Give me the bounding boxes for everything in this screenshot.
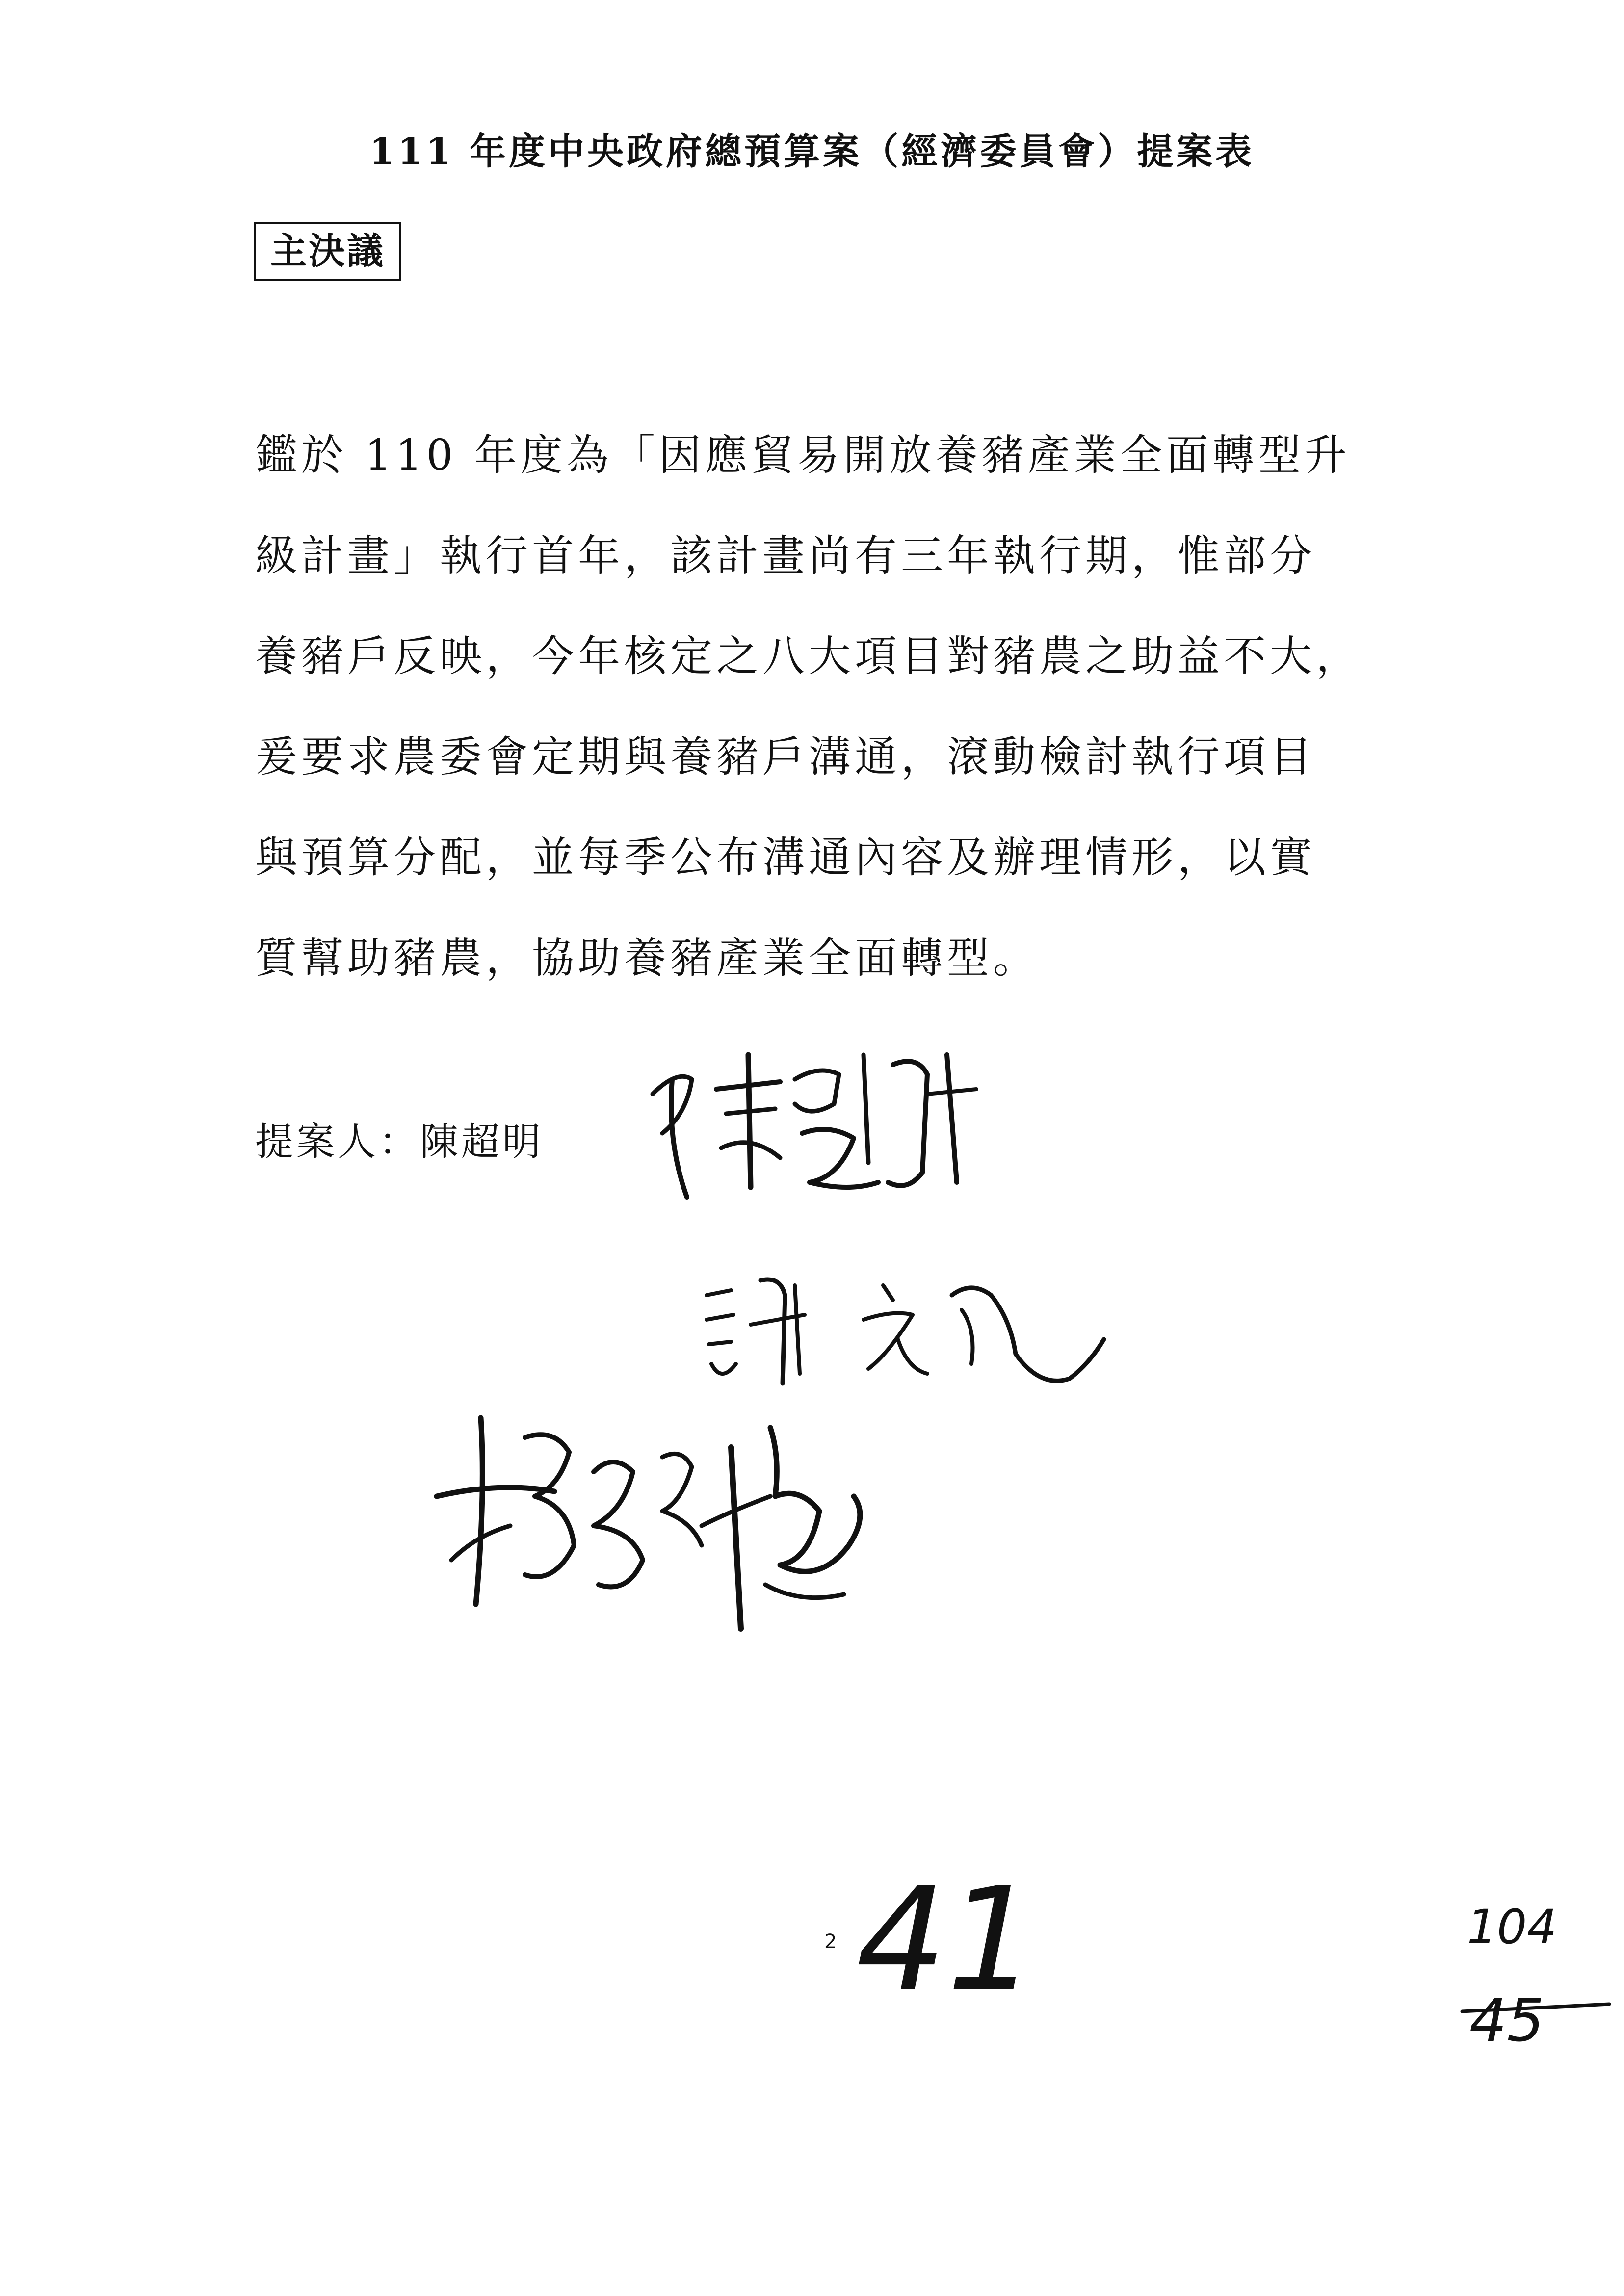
corner-annotation-current: 104 [1467, 1900, 1557, 1955]
body-line-1: 鑑於 110 年度為「因應貿易開放養豬產業全面轉型升 [255, 431, 1351, 480]
signature-3 [427, 1398, 917, 1653]
strike-through-line [1462, 1977, 1609, 2046]
body-line-2: 級計畫」執行首年，該計畫尚有三年執行期，惟部分 [255, 531, 1316, 580]
section-label-box: 主決議 [254, 222, 401, 281]
proposer-line: 提案人：陳超明 [255, 1120, 544, 1164]
corner-annotation-struck: 45 [1469, 1987, 1545, 2055]
page-number: 2 [824, 1931, 837, 1953]
body-line-6: 質幫助豬農，協助養豬產業全面轉型。 [255, 934, 1039, 983]
handwritten-folio-number: 41 [856, 1857, 1038, 2023]
body-line-4: 爰要求農委會定期與養豬戶溝通，滾動檢討執行項目 [255, 732, 1316, 782]
signature-1 [633, 1035, 1006, 1212]
body-line-3: 養豬戶反映，今年核定之八大項目對豬農之助益不大， [255, 632, 1362, 681]
body-line-5: 與預算分配，並每季公布溝通內容及辦理情形，以實 [255, 833, 1316, 882]
signature-2 [697, 1266, 1119, 1393]
document-title: 111 年度中央政府總預算案（經濟委員會）提案表 [369, 130, 1255, 173]
